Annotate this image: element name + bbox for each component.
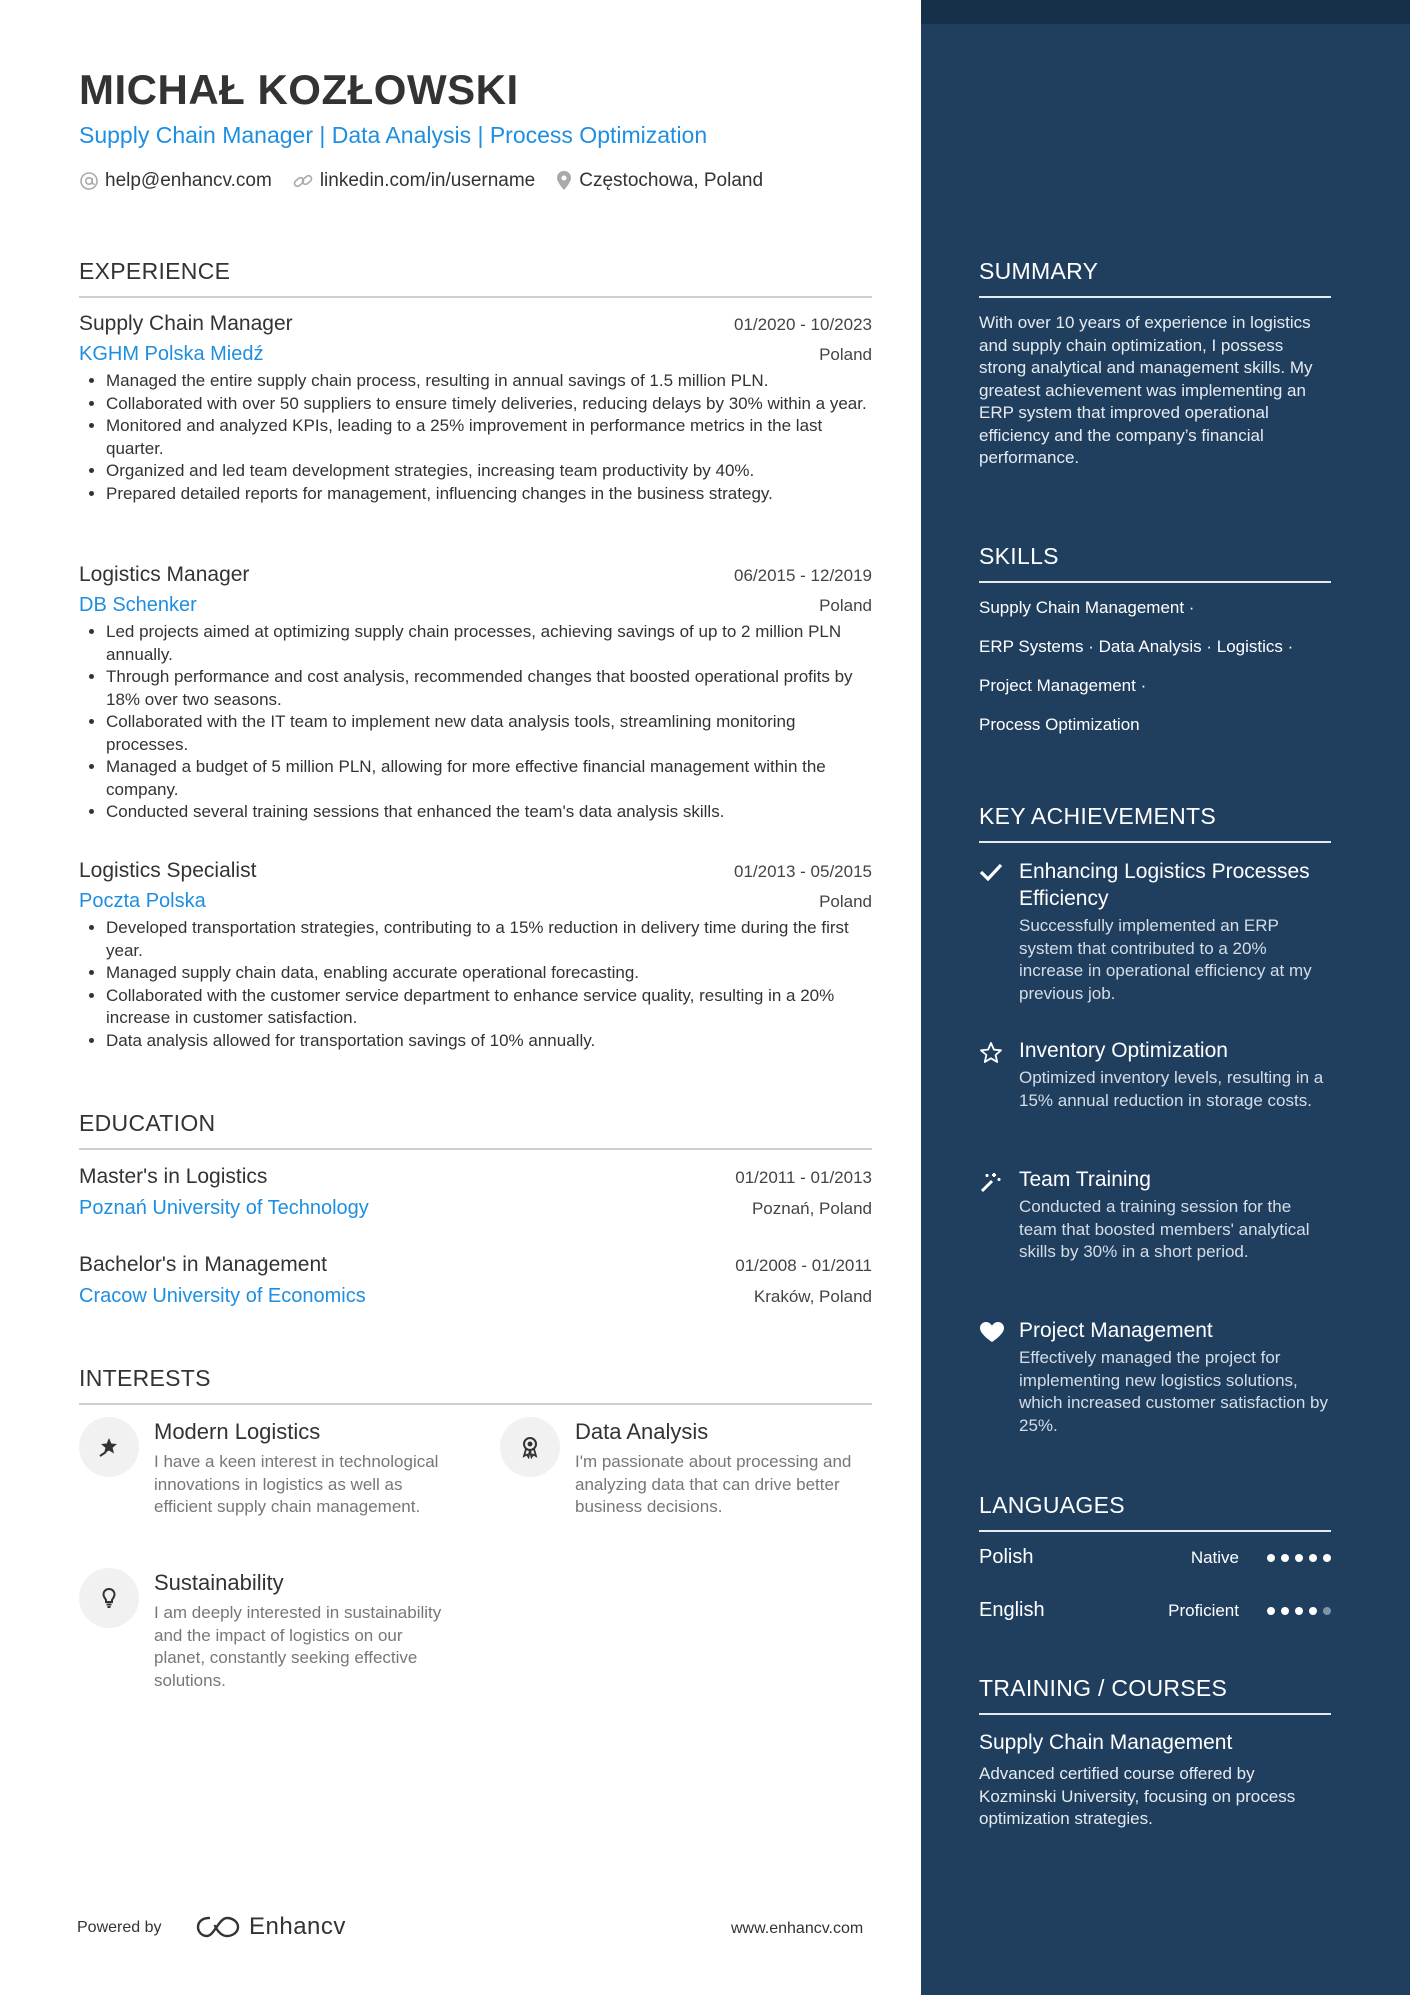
location-pin-icon (555, 170, 573, 192)
bullet: • Developed transportation strategies, contributing to a 15% reduction in delivery time during the first year. (106, 917, 872, 962)
language-item (979, 1599, 1331, 1622)
site-url[interactable]: www.enhancv.com (731, 1920, 864, 1937)
bullet: • Collaborated with over 50 suppliers to ensure timely deliveries, reducing delays by 30% within a year. (106, 393, 872, 416)
rating-dot (1267, 1607, 1275, 1615)
rating-dot (1281, 1554, 1289, 1562)
interest-desc: I am deeply interested in sustainability and the impact of logistics on our planet, constantly seeking effective solutions. (154, 1603, 442, 1690)
achievement-desc: Successfully implemented an ERP system that contributed to a 20% increase in operational efficiency at my previous job. (1019, 916, 1312, 1003)
link-icon (292, 171, 314, 191)
bullet: • Organized and led team development strategies, increasing team productivity by 40%. (106, 460, 872, 483)
achievement-title: Enhancing Logistics Processes Efficiency (1019, 860, 1310, 910)
language-rating (1261, 1554, 1331, 1562)
bullet: • Conducted several training sessions that enhanced the team's data analysis skills. (106, 801, 872, 824)
achievement-item (979, 1317, 1331, 1437)
job-title: Logistics Manager (79, 563, 250, 586)
experience-heading: EXPERIENCE (79, 258, 231, 284)
achievement-desc: Conducted a training session for the team that boosted members' analytical skills by 30% in a short period. (1019, 1197, 1310, 1261)
lightbulb-icon (79, 1568, 139, 1628)
job-location: Poland (819, 345, 872, 364)
language-rating (1261, 1607, 1331, 1615)
bullet: • Collaborated with the IT team to implement new data analysis tools, streamlining monitoring processes. (106, 711, 872, 756)
rating-dot (1267, 1554, 1275, 1562)
interest-desc: I'm passionate about processing and analyzing data that can drive better business decisions. (575, 1452, 852, 1516)
rating-dot (1295, 1607, 1303, 1615)
job-dates: 01/2020 - 10/2023 (733, 315, 872, 334)
course-title: Supply Chain Management (979, 1731, 1233, 1754)
job-bullets (79, 621, 872, 824)
skill-line: Project Management · (979, 676, 1147, 695)
job-dates: 06/2015 - 12/2019 (733, 566, 872, 585)
rating-dot (1309, 1607, 1317, 1615)
language-name: English (979, 1599, 1045, 1621)
skills-heading: SKILLS (979, 543, 1059, 569)
interest-title: Modern Logistics (154, 1419, 321, 1444)
achievement-title: Team Training (1019, 1168, 1151, 1191)
sidebar (921, 0, 1410, 1995)
star-hand-icon (79, 1417, 139, 1477)
bullet: • Managed the entire supply chain process, resulting in annual savings of 1.5 million PLN. (106, 370, 872, 393)
bullet: • Prepared detailed reports for management, influencing changes in the business strategy. (106, 483, 872, 506)
at-icon (79, 171, 99, 191)
interests-heading: INTERESTS (79, 1365, 211, 1391)
check-icon (979, 862, 1003, 882)
skill-line: Supply Chain Management · (979, 598, 1195, 617)
degree: Bachelor's in Management (79, 1253, 327, 1276)
achievement-desc: Effectively managed the project for implementing new logistics solutions, which increased customer satisfaction by 25%. (1019, 1348, 1328, 1435)
achievement-item (979, 1037, 1331, 1112)
brand-name: Enhancv (249, 1913, 346, 1940)
job-bullets (79, 370, 872, 505)
contact-linkedin[interactable] (292, 170, 535, 192)
summary-divider (979, 296, 1331, 298)
rating-dot (1281, 1607, 1289, 1615)
interest-desc: I have a keen interest in technological innovations in logistics as well as efficient supply chain management. (154, 1452, 439, 1516)
company-name[interactable]: DB Schenker (79, 594, 197, 616)
interest-item (79, 1417, 459, 1519)
training-heading: TRAINING / COURSES (979, 1675, 1228, 1701)
achievement-title: Inventory Optimization (1019, 1039, 1228, 1062)
company-name[interactable]: KGHM Polska Miedź (79, 343, 264, 365)
enhancv-logo[interactable] (195, 1913, 346, 1941)
bullet: • Monitored and analyzed KPIs, leading to a 25% improvement in performance metrics in the last quarter. (106, 415, 872, 460)
star-icon (979, 1041, 1003, 1065)
summary-text: With over 10 years of experience in logistics and supply chain optimization, I possess strong analytical and management skills. My greatest achievement was implementing an ERP system that improved operational efficiency and the company’s financial performance. (979, 313, 1313, 467)
education-item (79, 1253, 872, 1308)
skill-line: ERP Systems · Data Analysis · Logistics · (979, 637, 1294, 656)
edu-dates: 01/2011 - 01/2013 (735, 1168, 872, 1187)
skill-line: Process Optimization (979, 715, 1140, 734)
interests-divider (79, 1403, 872, 1405)
achievements-heading: KEY ACHIEVEMENTS (979, 803, 1217, 829)
contact-location (555, 170, 763, 192)
enhancv-logo-icon (195, 1914, 241, 1940)
achievements-divider (979, 841, 1331, 843)
language-name: Polish (979, 1546, 1034, 1568)
education-heading: EDUCATION (79, 1110, 216, 1136)
award-icon (500, 1417, 560, 1477)
rating-dot (1323, 1554, 1331, 1562)
language-item (979, 1546, 1331, 1569)
languages-divider (979, 1530, 1331, 1532)
interest-title: Data Analysis (575, 1419, 709, 1444)
job-dates: 01/2013 - 05/2015 (733, 862, 872, 881)
bullet: • Collaborated with the customer service department to enhance service quality, resulting in a 20% increase in customer satisfaction. (106, 985, 872, 1030)
bullet: • Led projects aimed at optimizing supply chain processes, achieving savings of up to 2 million PLN annually. (106, 621, 872, 666)
bullet: • Managed supply chain data, enabling accurate operational forecasting. (106, 962, 872, 985)
contact-email[interactable] (79, 170, 272, 192)
location-text: Częstochowa, Poland (579, 170, 764, 191)
achievement-item (979, 858, 1331, 1005)
interest-item (79, 1568, 459, 1692)
job-bullets (79, 917, 872, 1052)
email-text: help@enhancv.com (105, 170, 272, 191)
sidebar-top-band (921, 0, 1410, 24)
course-desc: Advanced certified course offered by Kozminski University, focusing on process optimization strategies. (979, 1764, 1296, 1828)
edu-dates: 01/2008 - 01/2011 (735, 1256, 872, 1275)
rating-dot (1295, 1554, 1303, 1562)
degree: Master's in Logistics (79, 1165, 268, 1188)
bullet: • Data analysis allowed for transportation savings of 10% annually. (106, 1030, 872, 1053)
linkedin-text: linkedin.com/in/username (319, 170, 536, 191)
edu-location: Kraków, Poland (753, 1287, 872, 1306)
company-name[interactable]: Poczta Polska (79, 890, 206, 912)
summary-heading: SUMMARY (979, 258, 1099, 284)
job-title: Logistics Specialist (79, 859, 257, 882)
magic-wand-icon (979, 1170, 1003, 1194)
bullet: • Managed a budget of 5 million PLN, allowing for more effective financial management within the company. (106, 756, 872, 801)
achievement-item (979, 1166, 1331, 1264)
rating-dot (1323, 1607, 1331, 1615)
edu-location: Poznań, Poland (751, 1199, 872, 1218)
education-divider (79, 1148, 872, 1150)
powered-by-label: Powered by (77, 1919, 162, 1936)
language-level: Proficient (1168, 1600, 1239, 1620)
achievement-desc: Optimized inventory levels, resulting in a 15% annual reduction in storage costs. (1019, 1068, 1324, 1110)
language-level: Native (1190, 1547, 1239, 1567)
job-title: Supply Chain Manager (79, 312, 293, 335)
candidate-title: Supply Chain Manager | Data Analysis | Process Optimization (79, 122, 708, 148)
bullet: • Through performance and cost analysis, recommended changes that boosted operational profits by 18% over two seasons. (106, 666, 872, 711)
achievement-title: Project Management (1019, 1319, 1213, 1342)
candidate-name: MICHAŁ KOZŁOWSKI (79, 66, 519, 113)
heart-icon (979, 1321, 1005, 1343)
job-location: Poland (819, 892, 872, 911)
rating-dot (1309, 1554, 1317, 1562)
languages-heading: LANGUAGES (979, 1492, 1125, 1518)
experience-item (79, 859, 872, 1052)
education-item (79, 1165, 872, 1220)
interest-title: Sustainability (154, 1570, 284, 1595)
training-divider (979, 1713, 1331, 1715)
experience-divider (79, 296, 872, 298)
school-name[interactable]: Poznań University of Technology (79, 1197, 369, 1219)
skills-divider (979, 581, 1331, 583)
school-name[interactable]: Cracow University of Economics (79, 1285, 366, 1307)
interest-item (500, 1417, 880, 1519)
job-location: Poland (819, 596, 872, 615)
contact-bar (79, 170, 783, 192)
experience-item (79, 312, 872, 505)
experience-item (79, 563, 872, 824)
